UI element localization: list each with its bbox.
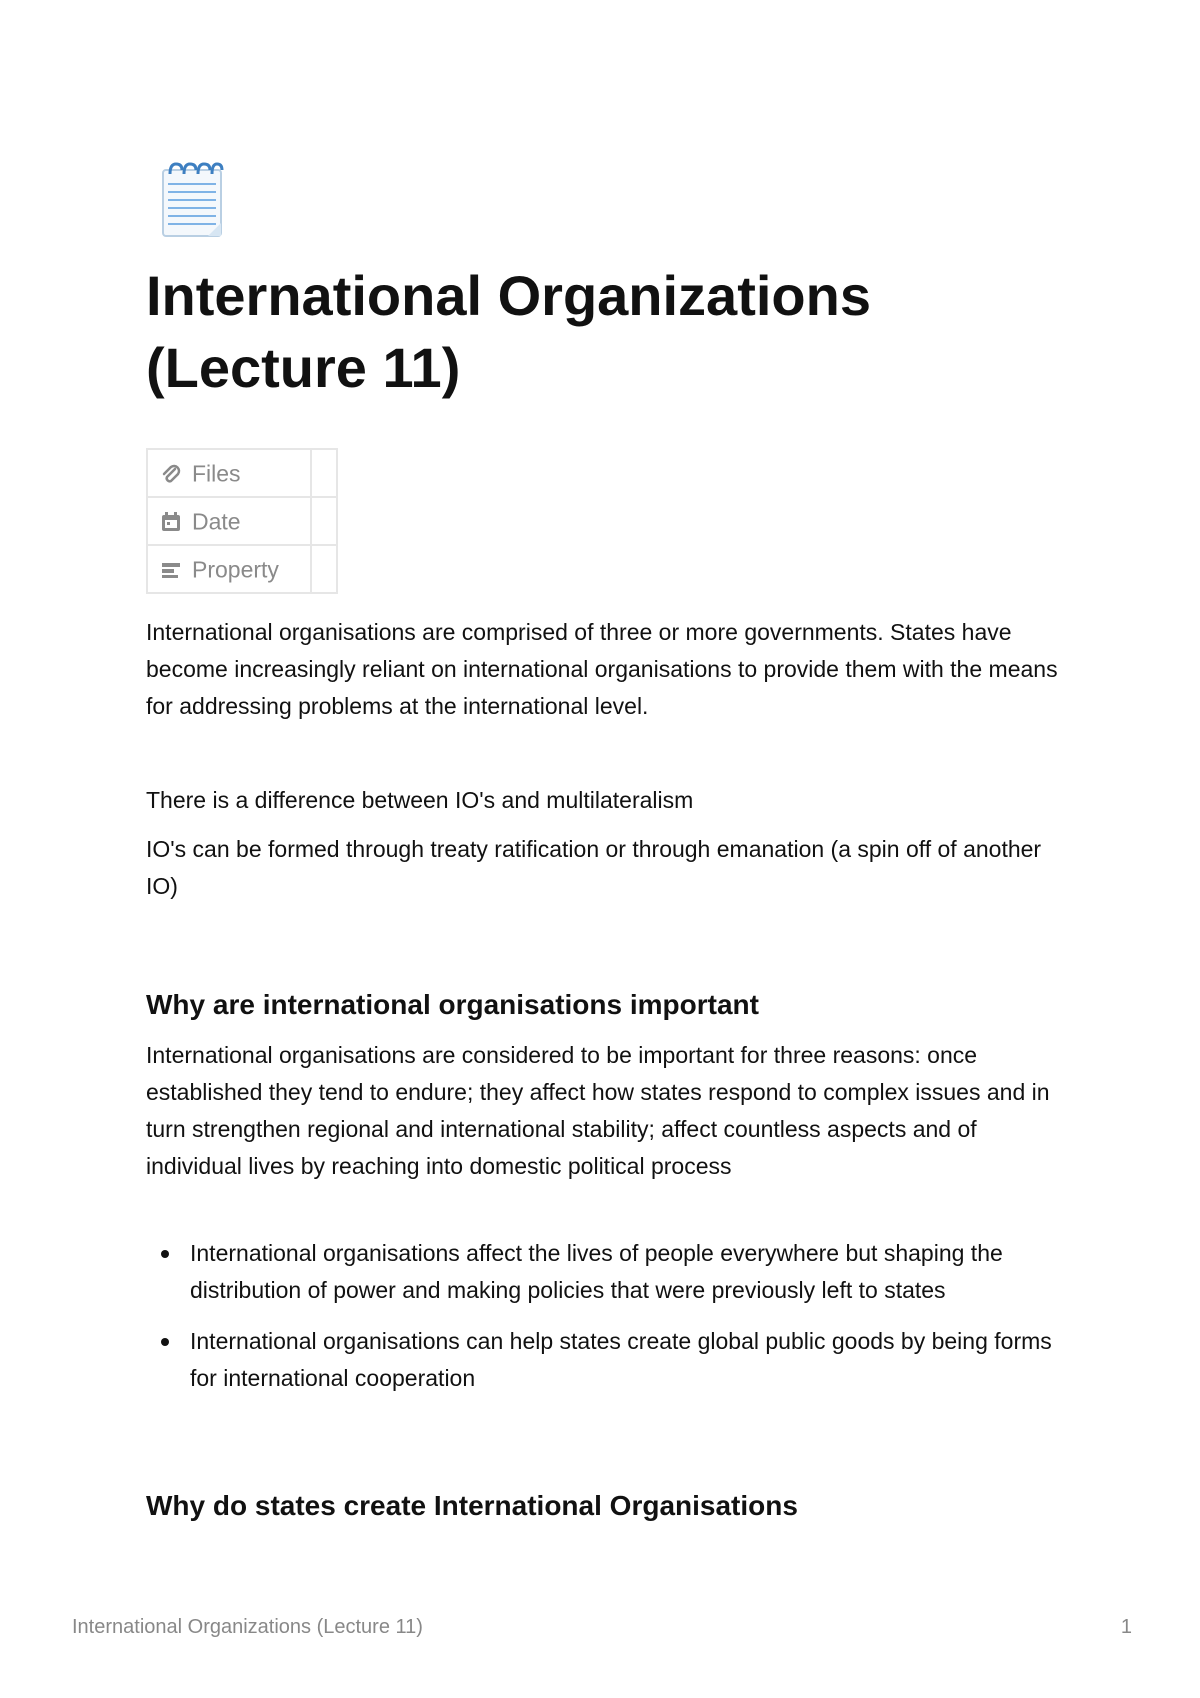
paperclip-icon: [160, 463, 182, 485]
page-title: International Organizations (Lecture 11): [146, 264, 871, 399]
text-lines-icon: [160, 559, 182, 581]
properties-table: [146, 448, 338, 594]
bullet-icon: [161, 1250, 169, 1258]
calendar-icon: [160, 511, 182, 533]
bullet-list: [146, 1235, 1066, 1411]
property-label: Date: [192, 508, 241, 535]
paragraph-intro: International organisations are comprised of three or more governments. States have become increasingly reliant on international organisations to provide them with the means for addressing problems at the international level.: [146, 619, 1058, 719]
paragraph-formation: IO's can be formed through treaty ratification or through emanation (a spin off of another IO): [146, 836, 1042, 899]
paragraph-importance: International organisations are considered to be important for three reasons: once established they tend to endure; they affect how states respond to complex issues and in turn strengthen regional and international stability; affect countless aspects and of individual lives by reaching into domestic political process: [146, 1042, 1050, 1179]
list-item: [146, 1235, 1066, 1309]
property-value[interactable]: [311, 449, 337, 497]
property-row-date[interactable]: [147, 497, 337, 545]
page-number: 1: [1120, 1616, 1132, 1638]
property-row-property[interactable]: [147, 545, 337, 593]
property-value[interactable]: [311, 545, 337, 593]
list-item-text: International organisations affect the lives of people everywhere but shaping the distribution of power and making policies that were previously left to states: [190, 1240, 1003, 1303]
list-item: [146, 1323, 1066, 1397]
section-heading-creation: Why do states create International Organisations: [146, 1490, 798, 1521]
bullet-icon: [161, 1338, 169, 1346]
property-row-files[interactable]: [147, 449, 337, 497]
footer-title: International Organizations (Lecture 11): [72, 1616, 423, 1638]
property-label: Property: [192, 556, 279, 583]
property-value[interactable]: [311, 497, 337, 545]
section-heading-importance: Why are international organisations important: [146, 989, 759, 1020]
property-label: Files: [192, 460, 241, 487]
paragraph-multilateralism: There is a difference between IO's and multilateralism: [146, 787, 694, 813]
list-item-text: International organisations can help states create global public goods by being forms for international cooperation: [190, 1328, 1052, 1391]
spiral-notepad-icon: [160, 160, 226, 240]
